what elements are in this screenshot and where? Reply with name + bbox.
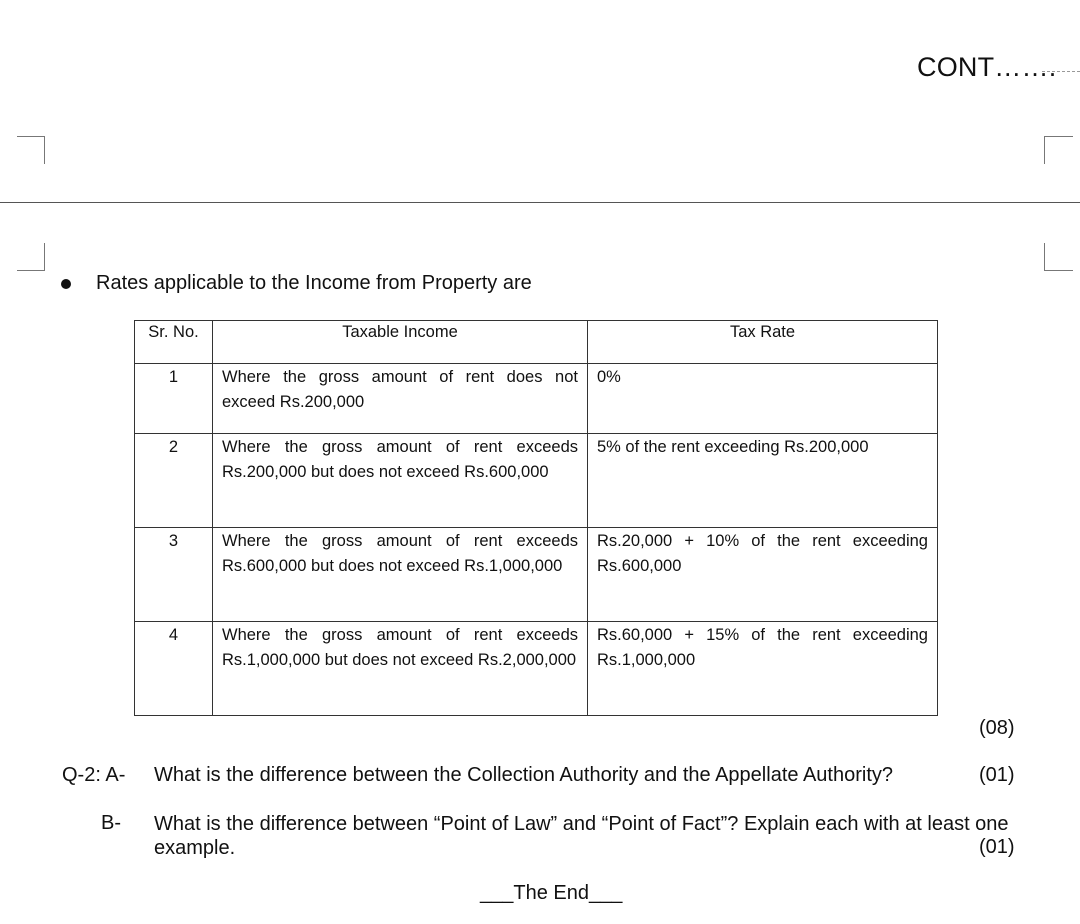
the-end-label: ___The End___ (480, 882, 623, 904)
cell-taxable-income: Where the gross amount of rent does not exceed Rs.200,000 (213, 364, 588, 434)
cell-sr-no: 3 (135, 528, 213, 622)
cell-tax-rate: 5% of the rent exceeding Rs.200,000 (588, 434, 938, 528)
crop-mark-bottom-left (17, 243, 45, 271)
question-2a-text: What is the difference between the Collection Authority and the Appellate Authority? (154, 764, 893, 786)
question-2b-text: What is the difference between “Point of Law” and “Point of Fact”? Explain each with at least one example. (154, 813, 1009, 859)
question-2a-label: Q-2: A- (62, 764, 126, 786)
continued-label: CONT……. (917, 52, 1057, 82)
question-2b-marks: (01) (979, 836, 1015, 858)
continued-dashed-leader (1042, 71, 1080, 72)
cell-taxable-income: Where the gross amount of rent exceeds Rs.600,000 but does not exceed Rs.1,000,000 (213, 528, 588, 622)
cell-taxable-income: Where the gross amount of rent exceeds Rs.200,000 but does not exceed Rs.600,000 (213, 434, 588, 528)
cell-sr-no: 1 (135, 364, 213, 434)
table-row (135, 528, 938, 622)
table-marks: (08) (979, 717, 1015, 739)
cell-taxable-income: Where the gross amount of rent exceeds Rs.1,000,000 but does not exceed Rs.2,000,000 (213, 622, 588, 716)
question-2b-label: B- (101, 812, 121, 834)
section-intro: Rates applicable to the Income from Property are (96, 272, 532, 294)
question-2a-marks: (01) (979, 764, 1015, 786)
crop-mark-top-right (1044, 136, 1073, 164)
cell-sr-no: 2 (135, 434, 213, 528)
cell-tax-rate: 0% (588, 364, 938, 434)
cell-sr-no: 4 (135, 622, 213, 716)
crop-mark-bottom-right (1044, 243, 1073, 271)
tax-rates-table (134, 320, 938, 716)
cell-tax-rate: Rs.60,000 + 15% of the rent exceeding Rs.1,000,000 (588, 622, 938, 716)
cell-tax-rate: Rs.20,000 + 10% of the rent exceeding Rs.600,000 (588, 528, 938, 622)
table-row (135, 622, 938, 716)
table-header-row (135, 321, 938, 364)
table-row (135, 364, 938, 434)
crop-mark-top-left (17, 136, 45, 164)
bullet-icon (61, 279, 71, 289)
header-taxable-income: Taxable Income (213, 321, 588, 364)
header-sr-no: Sr. No. (135, 321, 213, 364)
table-row (135, 434, 938, 528)
page-divider (0, 202, 1080, 203)
header-tax-rate: Tax Rate (588, 321, 938, 364)
